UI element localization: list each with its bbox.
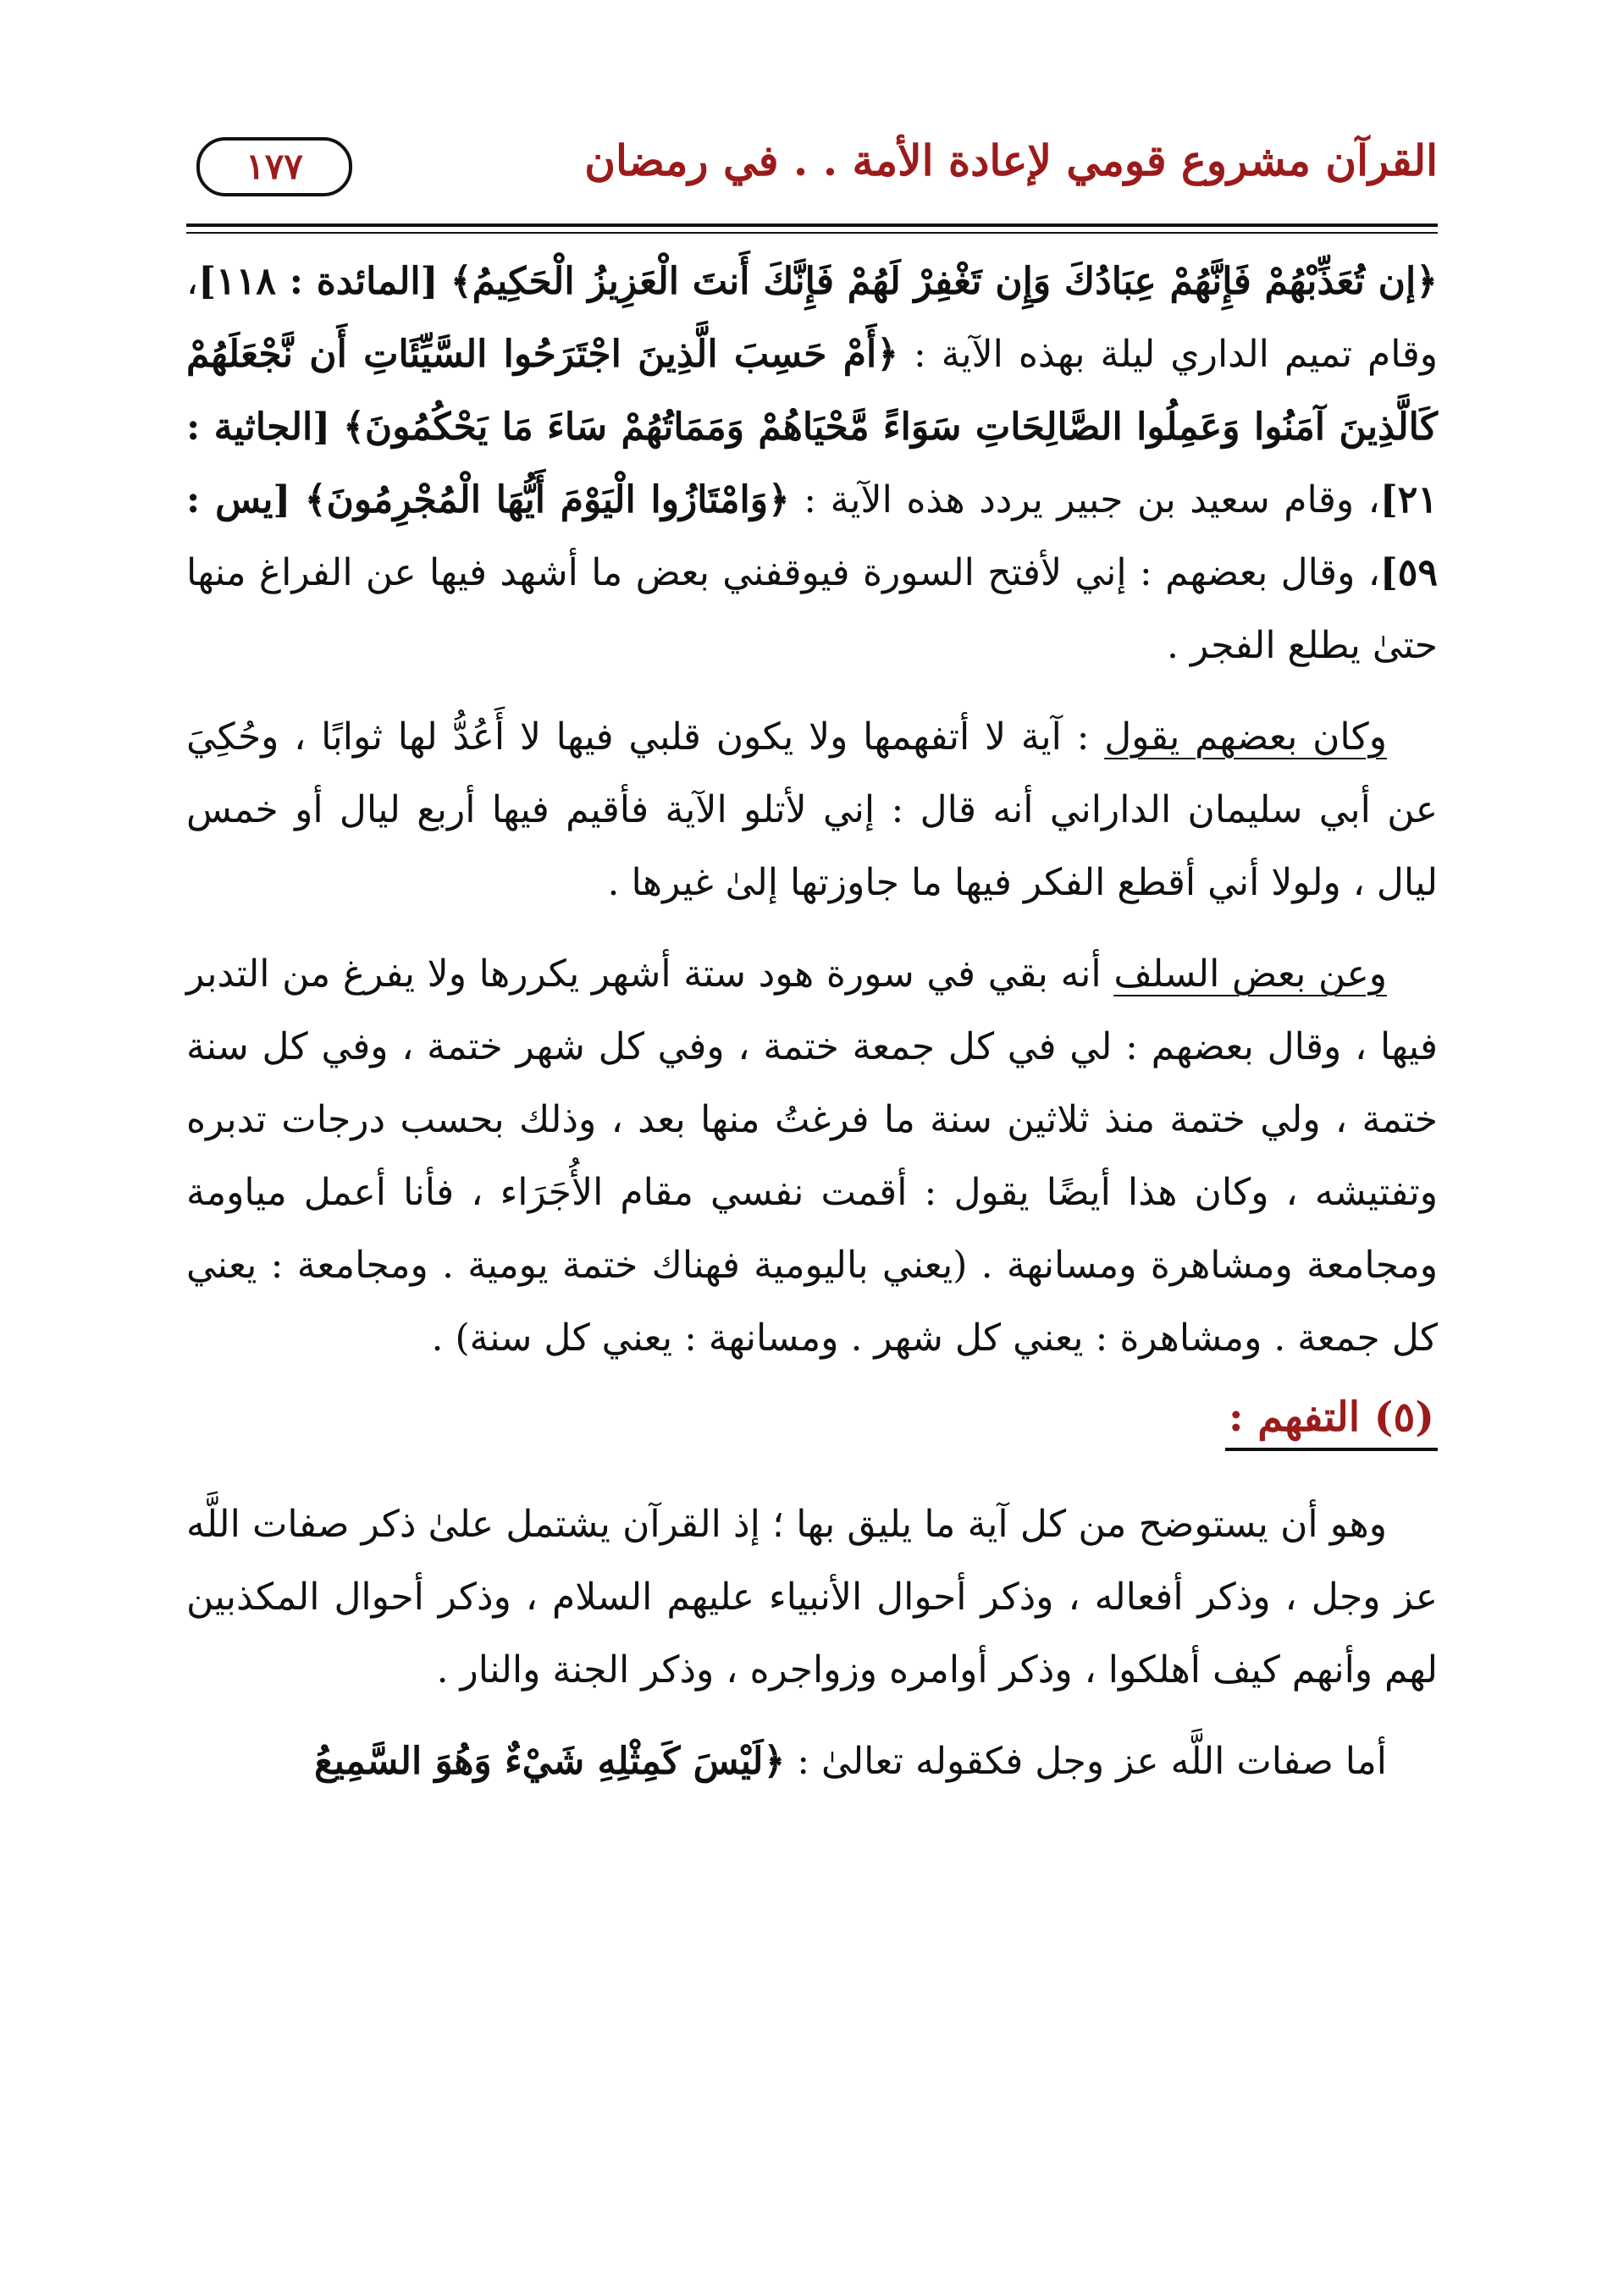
verse-reference: [المائدة : ١١٨] xyxy=(198,260,439,303)
verse-reference: [الجاثية : ٢١] xyxy=(186,406,1438,522)
paragraph-text: ، وقام تميم الداري ليلة بهذه الآية : xyxy=(186,260,1438,376)
paragraph-text: أنه بقي في سورة هود ستة أشهر يكررها ولا يفرغ من التدبر فيها ، وقال بعضهم : لي في كل جمعة ختمة ، وفي كل شهر ختمة ، وفي كل سنة ختمة ، ولي ختمة منذ ثلاثين سنة ما فرغتُ منها بعد ، وذلك بحسب درجات تدبره وتفتيشه ، وكان هذا أيضًا يقول : أقمت نفسي مقام الأُجَرَاء ، فأنا أعمل مياومة ومجامعة ومشاهرة ومسانهة . (يعني باليومية فهناك ختمة يومية . ومجامعة : يعني كل جمعة . ومشاهرة : يعني كل شهر . ومسانهة : يعني كل سنة) . xyxy=(186,952,1439,1360)
quran-verse: ﴿إن تُعَذِّبْهُمْ فَإِنَّهُمْ عِبَادُكَ وَإِن تَغْفِرْ لَهُمْ فَإِنَّكَ أَنتَ الْعَزِيزُ الْحَكِيمُ﴾ xyxy=(450,260,1438,303)
paragraph-text: أما صفات اللَّه عز وجل فكقوله تعالىٰ : xyxy=(797,1740,1387,1783)
page-body xyxy=(186,246,1438,1817)
paragraph-text: : آية لا أتفهمها ولا يكون قلبي فيها لا أَعُدُّ لها ثوابًا ، وحُكِيَ عن أبي سليمان الداراني أنه قال : إني لأتلو الآية فأقيم فيها أربع ليال أو خمس ليال ، ولولا أني أقطع الفكر فيها ما جاوزتها إلىٰ غيرها . xyxy=(186,715,1438,904)
section-heading-wrap xyxy=(186,1394,1438,1473)
quran-verse: ﴿لَيْسَ كَمِثْلِهِ شَيْءٌ وَهُوَ السَّمِيعُ xyxy=(314,1740,786,1783)
paragraph-2 xyxy=(186,701,1438,919)
paragraph-text: وهو أن يستوضح من كل آية ما يليق بها ؛ إذ القرآن يشتمل علىٰ ذكر صفات اللَّه عز وجل ، وذكر أفعاله ، وذكر أحوال الأنبياء عليهم السلام ، وذكر أحوال المكذبين لهم وأنهم كيف أهلكوا ، وذكر أوامره وزواجره ، وذكر الجنة والنار . xyxy=(186,1503,1438,1692)
page-number: ١٧٧ xyxy=(196,137,352,196)
verse-reference: [يس : ٥٩] xyxy=(186,478,1438,594)
underlined-lead: وعن بعض السلف xyxy=(1113,952,1387,996)
paragraph-1 xyxy=(186,246,1438,682)
header-rule-thin xyxy=(186,232,1438,234)
paragraph-5 xyxy=(186,1725,1438,1798)
paragraph-3 xyxy=(186,938,1438,1375)
book-page xyxy=(186,119,1438,2235)
quran-verse: ﴿وَامْتَازُوا الْيَوْمَ أَيُّهَا الْمُجْرِمُونَ﴾ xyxy=(304,478,790,522)
paragraph-text: ، وقال بعضهم : إني لأفتح السورة فيوقفني بعض ما أشهد فيها عن الفراغ منها حتىٰ يطلع الفجر . xyxy=(186,551,1438,667)
page-header xyxy=(186,119,1438,212)
paragraph-4 xyxy=(186,1488,1438,1707)
running-title: القرآن مشروع قومي لإعادة الأمة . . في رمضان xyxy=(584,135,1438,185)
section-title: (٥) التفهم : xyxy=(1225,1394,1438,1451)
underlined-lead: وكان بعضهم يقول xyxy=(1104,715,1387,759)
quran-verse: ﴿أَمْ حَسِبَ الَّذِينَ اجْتَرَحُوا السَّيِّئَاتِ أَن نَّجْعَلَهُمْ كَالَّذِينَ آمَنُوا وَعَمِلُوا الصَّالِحَاتِ سَوَاءً مَّحْيَاهُمْ وَمَمَاتُهُمْ سَاءَ مَا يَحْكُمُونَ﴾ xyxy=(186,333,1439,449)
header-rule-thick xyxy=(186,224,1438,227)
paragraph-text: ، وقام سعيد بن جبير يردد هذه الآية : xyxy=(804,478,1380,522)
